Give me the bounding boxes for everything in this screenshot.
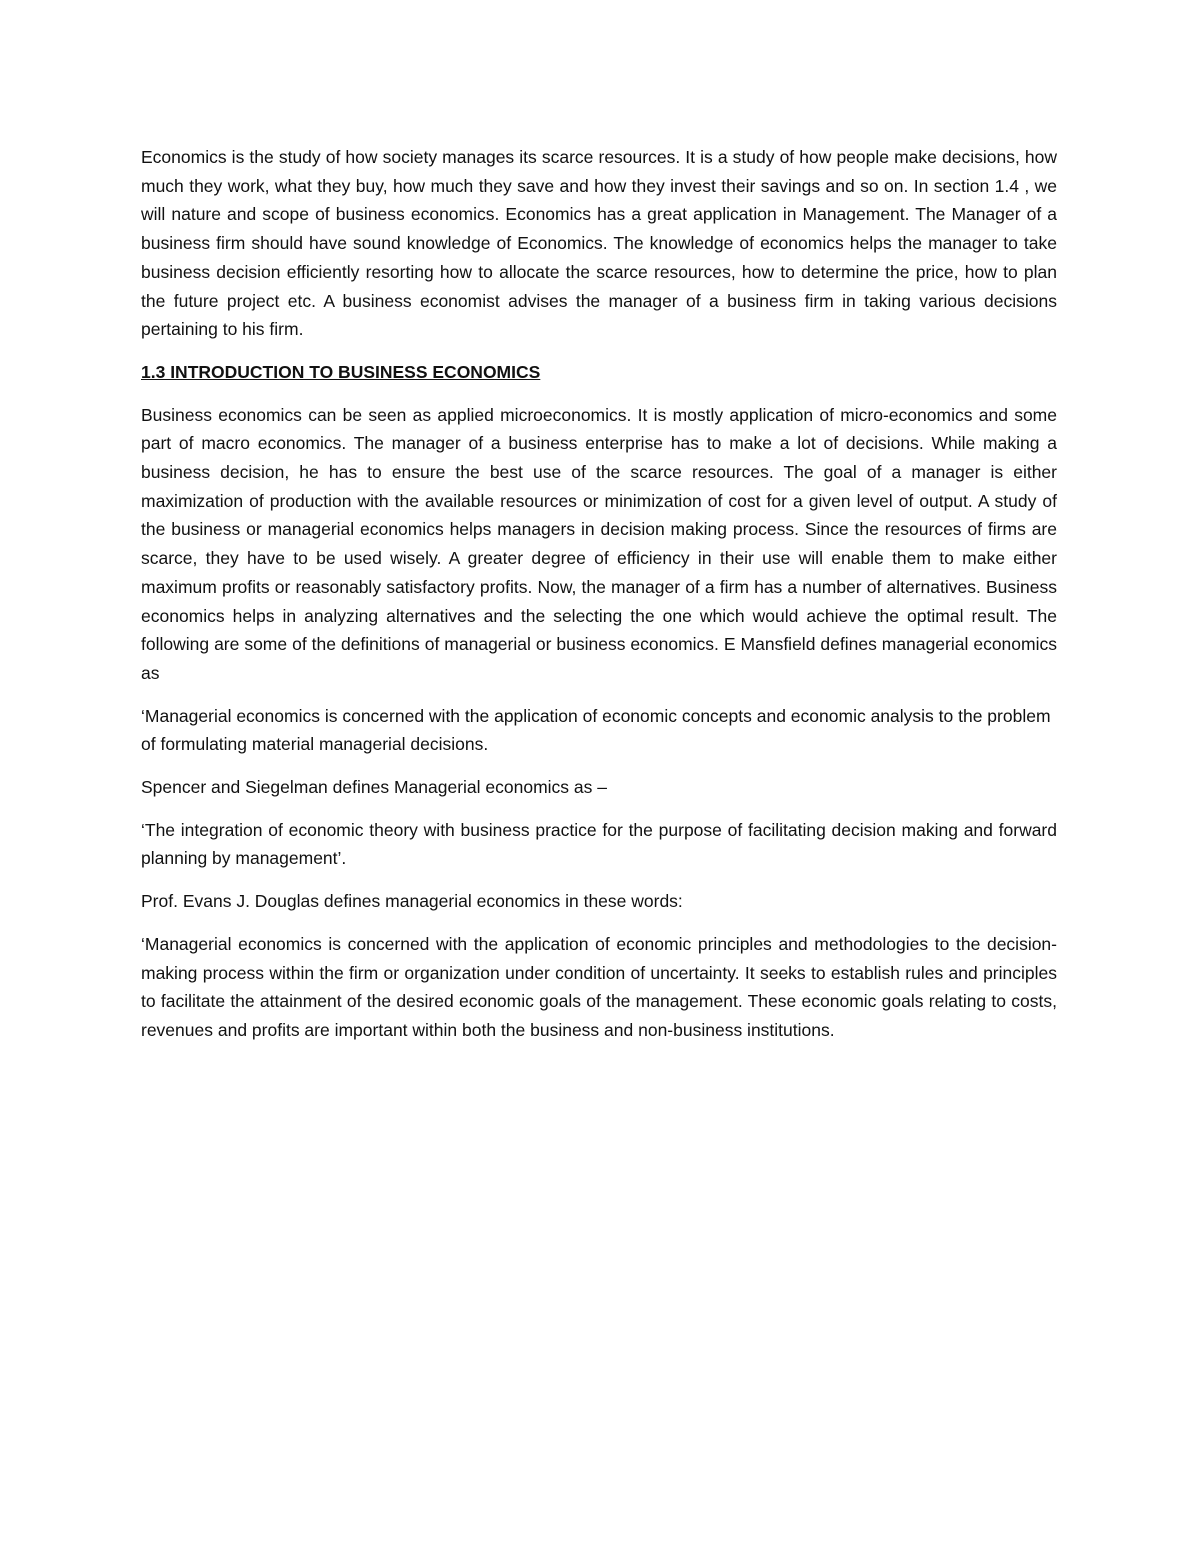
intro-paragraph: Economics is the study of how society manages its scarce resources. It is a study of how people make decisions, how much they work, what they buy, how much they save and how they invest their savings and so on. In section 1.4 , we will nature and scope of business economics. Economics has a great application in Management. The Manager of a business firm should have sound knowledge of Economics. The knowledge of economics helps the manager to take business decision efficiently resorting how to allocate the scarce resources, how to determine the price, how to plan the future project etc. A business economist advises the manager of a business firm in taking various decisions pertaining to his firm.	[141, 147, 1057, 340]
section-heading: 1.3 INTRODUCTION TO BUSINESS ECONOMICS	[141, 361, 541, 382]
document-page	[141, 143, 1057, 1059]
business-economics-paragraph: Business economics can be seen as applied microeconomics. It is mostly application of micro-economics and some part of macro economics. The manager of a business enterprise has to make a lot of decisions. While making a business decision, he has to ensure the best use of the scarce resources. The goal of a manager is either maximization of production with the available resources or minimization of cost for a given level of output. A study of the business or managerial economics helps managers in decision making process. Since the resources of firms are scarce, they have to be used wisely. A greater degree of efficiency in their use will enable them to make either maximum profits or reasonably satisfactory profits. Now, the manager of a firm has a number of alternatives. Business economics helps in analyzing alternatives and the selecting the one which would achieve the optimal result. The following are some of the definitions of managerial or business economics. E Mansfield defines managerial economics as	[141, 404, 1057, 683]
mansfield-quote: ‘Managerial economics is concerned with the application of economic concepts and economic analysis to the problem of formulating material managerial decisions.	[141, 705, 1051, 755]
douglas-intro: Prof. Evans J. Douglas defines managerial economics in these words:	[141, 891, 683, 912]
spencer-intro: Spencer and Siegelman defines Managerial economics as –	[141, 777, 607, 798]
douglas-quote: ‘Managerial economics is concerned with the application of economic principles and methodologies to the decision-making process within the firm or organization under condition of uncertainty. It seeks to establish rules and principles to facilitate the attainment of the desired economic goals of the management. These economic goals relating to costs, revenues and profits are important within both the business and non-business institutions.	[141, 933, 1057, 1040]
spencer-quote: ‘The integration of economic theory with business practice for the purpose of facilitating decision making and forward planning by management’.	[141, 819, 1057, 869]
